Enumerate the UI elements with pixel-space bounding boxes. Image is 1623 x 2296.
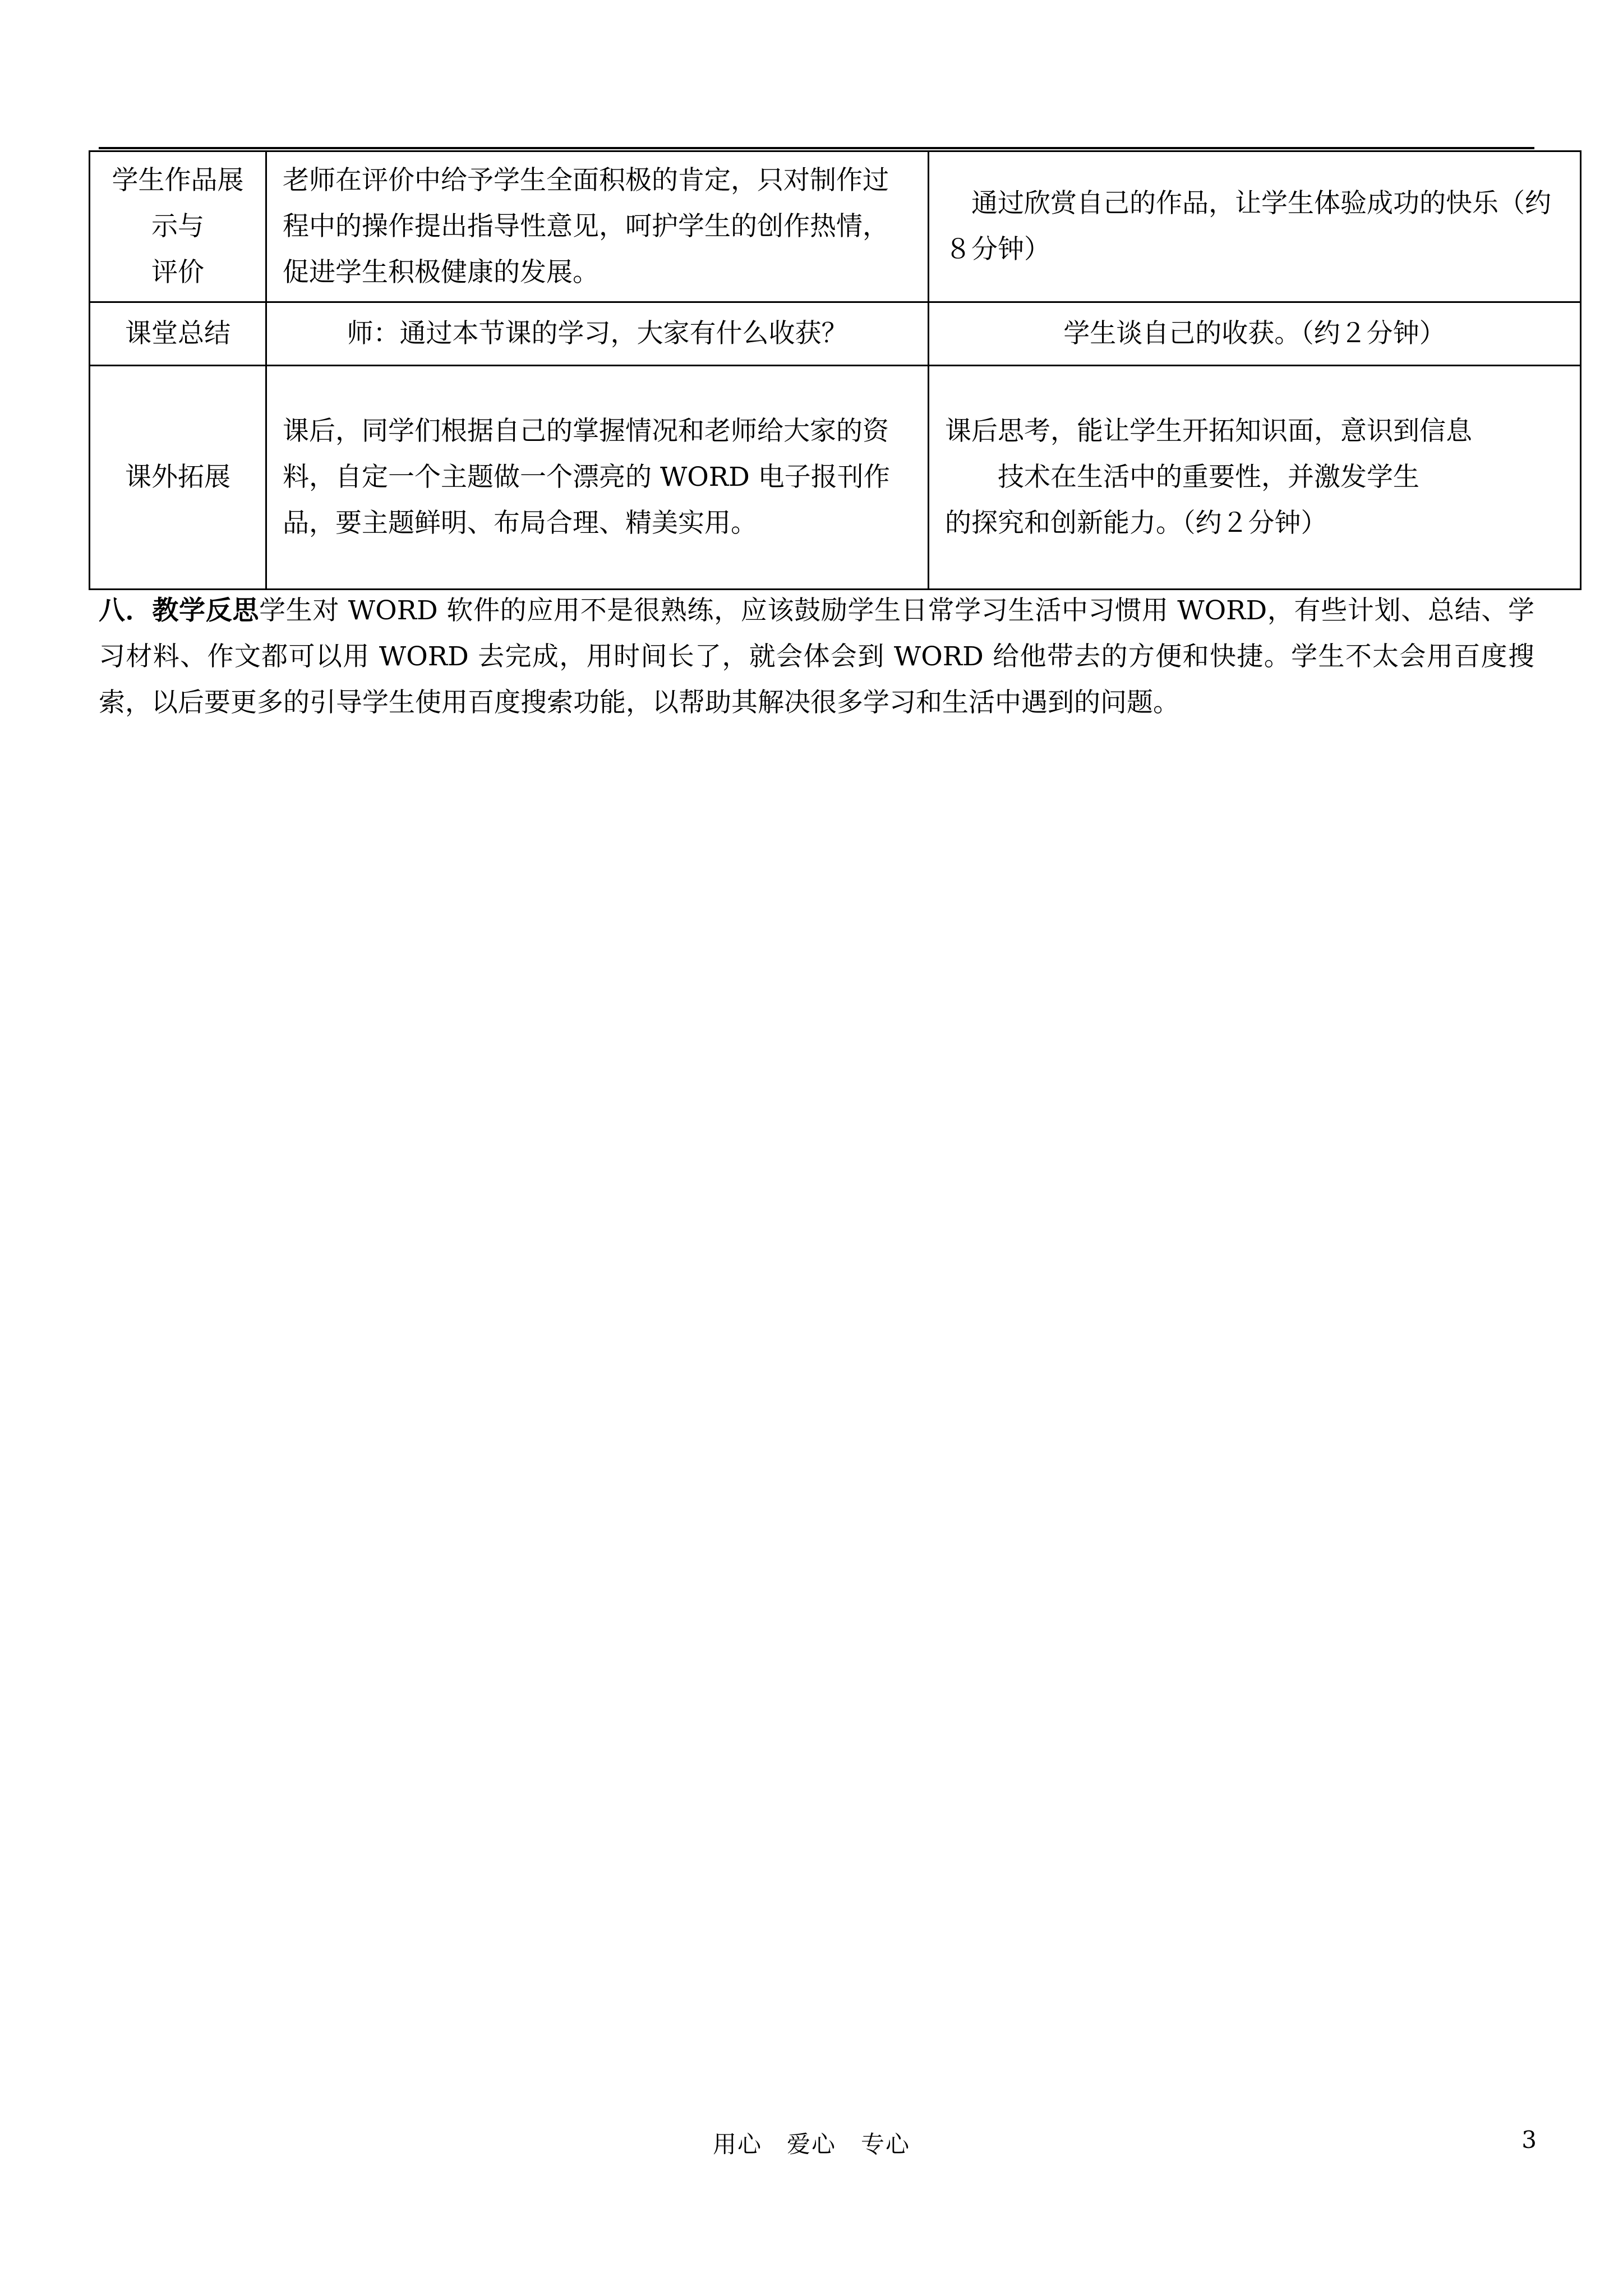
table-row: [90, 366, 1581, 590]
table-row: [90, 302, 1581, 366]
reflection-text: 学生对 WORD 软件的应用不是很熟练，应该鼓励学生日常学习生活中习惯用 WORD，有些计划、总结、学习材料、作文都可以用 WORD 去完成，用时间长了，就会体会到 WORD 给他带去的方便和快捷。学生不太会用百度搜索，以后要更多的引导学生使用百度搜索功能，以帮助其解决很多学习和生活中遇到的问题。: [99, 595, 1535, 718]
reflection-heading: 八．教学反思: [99, 595, 260, 626]
stage-cell: 课外拓展: [90, 366, 266, 590]
stage-cell: 学生作品展 示与 评价: [90, 151, 266, 302]
teacher-activity-cell: 师：通过本节课的学习，大家有什么收获？: [266, 302, 929, 366]
student-activity-cell: 通过欣赏自己的作品，让学生体验成功的快乐（约８分钟）: [929, 151, 1581, 302]
footer-motto: 用心 爱心 专心: [712, 2131, 910, 2158]
student-activity-cell: 课后思考，能让学生开拓知识面，意识到信息 技术在生活中的重要性，并激发学生 的探究和创新能力。（约２分钟）: [929, 366, 1581, 590]
lesson-table: [89, 150, 1581, 590]
teacher-activity-cell: 课后，同学们根据自己的掌握情况和老师给大家的资料，自定一个主题做一个漂亮的 WORD 电子报刊作品，要主题鲜明、布局合理、精美实用。: [266, 366, 929, 590]
top-rule: [99, 147, 1534, 149]
page-number: 3: [1521, 2126, 1537, 2154]
stage-cell: 课堂总结: [90, 302, 266, 366]
table-row: [90, 151, 1581, 302]
teaching-reflection: [99, 588, 1534, 726]
teacher-activity-cell: 老师在评价中给予学生全面积极的肯定，只对制作过程中的操作提出指导性意见，呵护学生的创作热情，促进学生积极健康的发展。: [266, 151, 929, 302]
student-activity-cell: 学生谈自己的收获。（约２分钟）: [929, 302, 1581, 366]
